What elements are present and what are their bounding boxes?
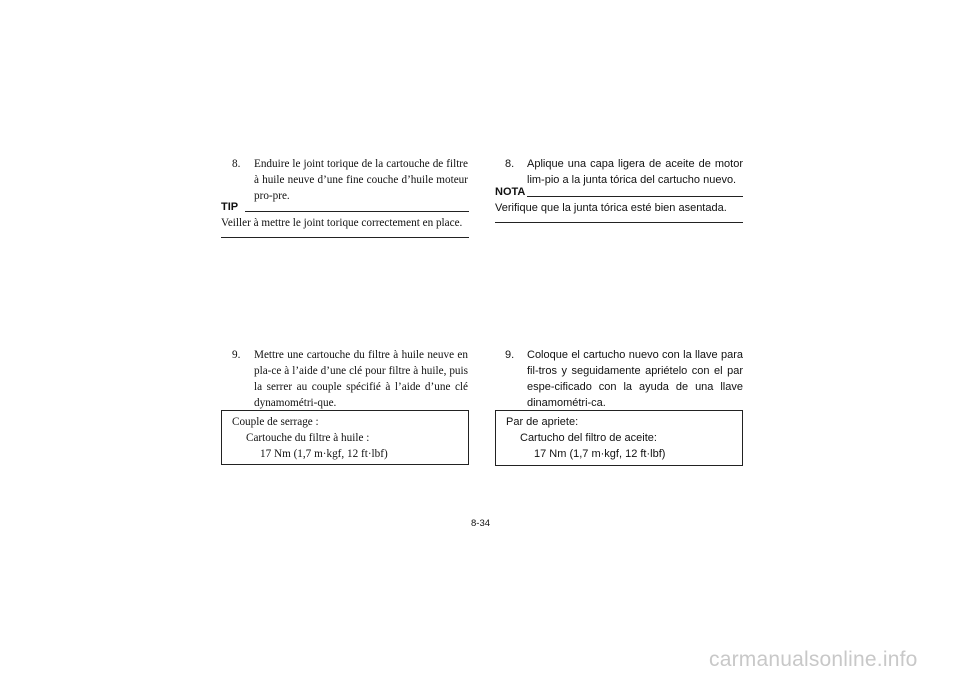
fr-step-9-number: 9.: [232, 349, 241, 361]
es-step-9-text: Coloque el cartucho nuevo con la llave para fil-tros y seguidamente apriételo con el par espe-cificado con la ayuda de una llave dinamométri-ca.: [527, 349, 743, 409]
es-torque-title: Par de apriete:: [506, 416, 579, 428]
fr-step-9-text: Mettre une cartouche du filtre à huile neuve en pla-ce à l’aide d’une clé pour filtre à huile, puis la serrer au couple spécifié à l’aide d’une clé dynamométri-que.: [254, 349, 468, 409]
es-step-8-number: 8.: [505, 158, 515, 170]
es-torque-box: [495, 410, 743, 466]
fr-step-8-number: 8.: [232, 158, 241, 170]
watermark: carmanualsonline.info: [709, 648, 918, 671]
es-nota-header: [495, 184, 743, 200]
es-nota-label: NOTA: [495, 186, 526, 198]
es-step-9-number: 9.: [505, 349, 515, 361]
fr-torque-box: [221, 410, 469, 465]
fr-tip-rule: [245, 211, 469, 212]
es-nota-text: Verifique que la junta tórica esté bien asentada.: [495, 200, 743, 223]
fr-step-8: [232, 156, 468, 204]
es-nota-rule: [527, 196, 743, 197]
es-nota-note: [495, 184, 743, 223]
page-number: 8-34: [471, 518, 491, 529]
fr-torque-item: Cartouche du filtre à huile :: [246, 432, 370, 444]
es-torque-value: 17 Nm (1,7 m·kgf, 12 ft·lbf): [534, 448, 666, 460]
fr-tip-header: [221, 199, 469, 215]
es-step-9: [505, 347, 743, 411]
fr-torque-value: 17 Nm (1,7 m·kgf, 12 ft·lbf): [260, 448, 388, 460]
fr-tip-label: TIP: [221, 201, 239, 213]
es-torque-item: Cartucho del filtro de aceite:: [520, 432, 657, 444]
fr-torque-title: Couple de serrage :: [232, 416, 319, 428]
fr-step-8-text: Enduire le joint torique de la cartouche de filtre à huile neuve d’une fine couche d’huile moteur pro-pre.: [254, 158, 468, 202]
fr-step-9: [232, 347, 468, 411]
fr-tip-text: Veiller à mettre le joint torique correctement en place.: [221, 215, 469, 238]
es-step-8-text: Aplique una capa ligera de aceite de motor lim-pio a la junta tórica del cartucho nuevo.: [527, 158, 743, 186]
fr-tip-note: [221, 199, 469, 238]
